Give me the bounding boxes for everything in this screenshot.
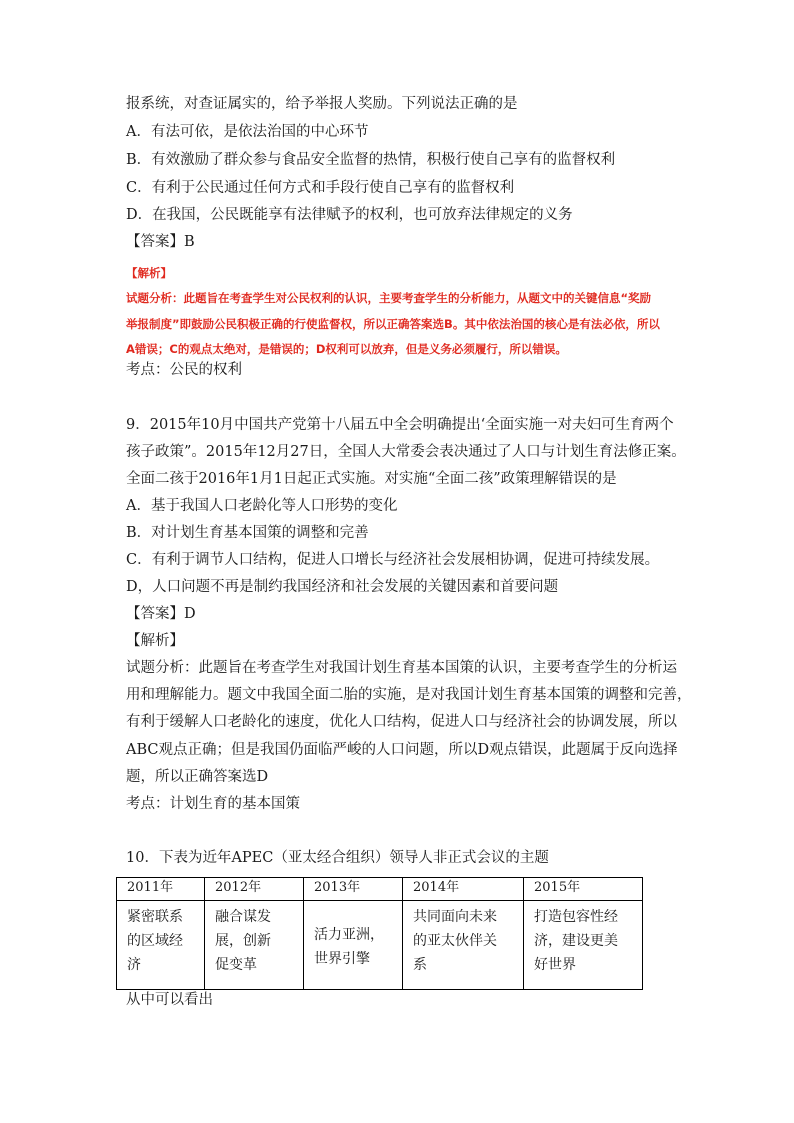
year-cell: 2014年 [403, 878, 524, 901]
theme-text: 紧密联系 的区域经 济 [127, 909, 183, 973]
theme-text: 活力亚洲， 世界引擎 [314, 927, 384, 967]
table-header-row [117, 878, 643, 901]
q9-option-c: C．有利于调节人口结构，促进人口增长与经济社会发展相协调，促进可持续发展。 [126, 552, 660, 568]
q9-analysis-heading: 【解析】 [126, 633, 184, 649]
q8-option-c: C．有利于公民通过任何方式和手段行使自己享有的监督权利 [126, 180, 515, 196]
table-row [117, 901, 643, 990]
theme-text: 融合谋发 展，创新 促变革 [215, 909, 271, 973]
q9-analysis-line-1: 试题分析：此题旨在考查学生对我国计划生育基本国策的认识，主要考查学生的分析运 [126, 660, 677, 676]
q8-point: 考点：公民的权利 [126, 362, 242, 378]
q9-option-d: D，人口问题不再是制约我国经济和社会发展的关键因素和首要问题 [126, 579, 559, 595]
q9-analysis-line-4: ABC观点正确；但是我国仍面临严峻的人口问题，所以D观点错误，此题属于反向选择 [126, 742, 678, 758]
q8-option-a: A．有法可依，是依法治国的中心环节 [126, 124, 369, 140]
year-cell: 2011年 [117, 878, 205, 901]
q9-analysis-line-5: 题，所以正确答案选D [126, 769, 269, 785]
q8-option-d: D．在我国，公民既能享有法律赋予的权利，也可放弃法律规定的义务 [126, 207, 573, 223]
year-cell: 2013年 [304, 878, 403, 901]
q8-option-b: B．有效激励了群众参与食品安全监督的热情，积极行使自己享有的监督权利 [126, 152, 616, 168]
theme-text: 共同面向未来 的亚太伙伴关 系 [413, 909, 497, 973]
q9-analysis-line-2: 用和理解能力。题文中我国全面二胎的实施，是对我国计划生育基本国策的调整和完善， [126, 687, 692, 703]
theme-text: 打造包容性经 济，建设更美 好世界 [534, 909, 618, 973]
theme-cell [403, 901, 524, 990]
q9-analysis-line-3: 有利于缓解人口老龄化的速度，优化人口结构，促进人口与经济社会的协调发展，所以 [126, 714, 677, 730]
q9-point: 考点：计划生育的基本国策 [126, 796, 300, 812]
q9-stem-line-1: 9．2015年10月中国共产党第十八届五中全会明确提出‘全面实施一对夫妇可生育两个 [126, 417, 674, 433]
q8-analysis-heading: 【解析】 [126, 266, 172, 280]
q10-stem: 10．下表为近年APEC（亚太经合组织）领导人非正式会议的主题 [126, 850, 549, 866]
q9-option-b: B．对计划生育基本国策的调整和完善 [126, 525, 369, 541]
q8-answer: 【答案】B [126, 234, 195, 250]
theme-cell [205, 901, 304, 990]
theme-cell [524, 901, 643, 990]
theme-cell [304, 901, 403, 990]
q9-stem-line-3: 全面二孩于2016年1月1日起正式实施。对实施“全面二孩”政策理解错误的是 [126, 471, 617, 487]
q8-analysis-line-3: A错误；C的观点太绝对，是错误的；D权利可以放弃，但是义务必须履行，所以错误。 [126, 342, 567, 356]
theme-cell [117, 901, 205, 990]
q8-stem-tail: 报系统，对查证属实的，给予举报人奖励。下列说法正确的是 [126, 96, 518, 112]
q9-stem-line-2: 孩子政策”。2015年12月27日，全国人大常委会表决通过了人口与计划生育法修正案。 [126, 444, 686, 460]
q9-option-a: A．基于我国人口老龄化等人口形势的变化 [126, 498, 398, 514]
apec-theme-table [116, 877, 643, 990]
q8-analysis-line-2: 举报制度”即鼓励公民积极正确的行使监督权，所以正确答案选B。其中依法治国的核心是有法必依，所以 [126, 317, 660, 331]
year-cell: 2012年 [205, 878, 304, 901]
q10-after-table: 从中可以看出 [126, 992, 213, 1008]
year-cell: 2015年 [524, 878, 643, 901]
q8-analysis-line-1: 试题分析：此题旨在考查学生对公民权利的认识，主要考查学生的分析能力，从题文中的关键信息“奖励 [126, 291, 652, 305]
q9-answer: 【答案】D [126, 606, 196, 622]
